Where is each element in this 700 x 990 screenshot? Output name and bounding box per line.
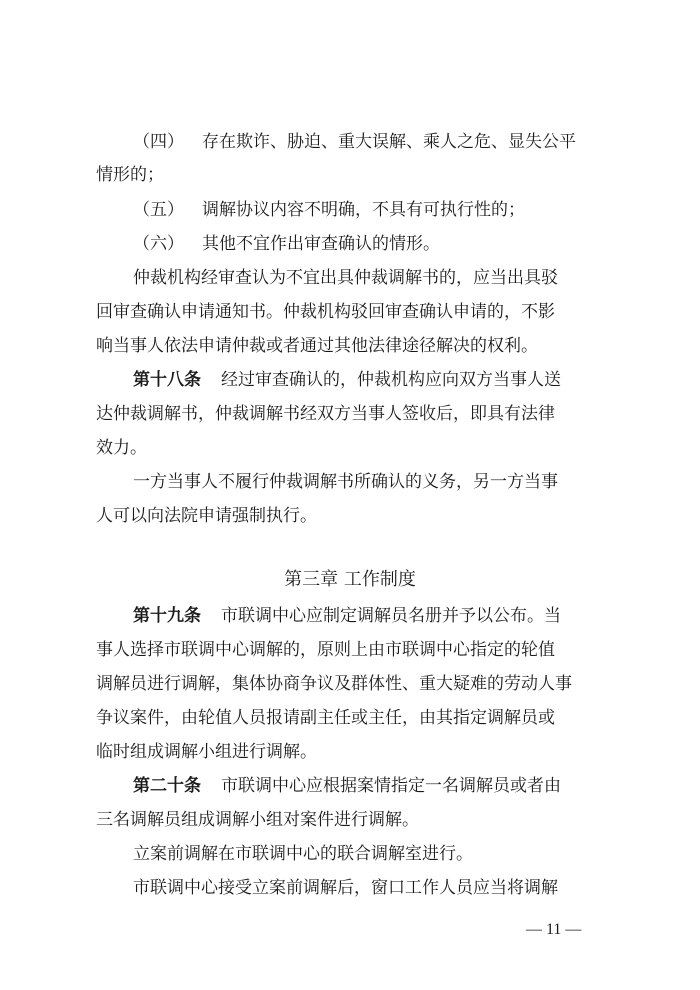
article-heading: 第二十条 xyxy=(133,776,201,796)
article-19-line-2: 事人选择市联调中心调解的，原则上由市联调中心指定的轮值 xyxy=(96,640,555,660)
clause-item-5 xyxy=(133,198,525,222)
chapter-title: 第三章 工作制度 xyxy=(284,569,416,590)
page-number: — 11 — xyxy=(526,921,582,938)
clause-marker: （四） xyxy=(133,132,184,152)
paragraph-reject-line-2: 回审查确认申请通知书。仲裁机构驳回审查确认申请的，不影 xyxy=(96,302,555,322)
clause-item-6 xyxy=(133,232,440,256)
article-18-line-3: 效力。 xyxy=(96,438,147,458)
article-19-line-5: 临时组成调解小组进行调解。 xyxy=(96,742,317,762)
article-text: 经过审查确认的，仲裁机构应向双方当事人送 xyxy=(221,370,561,390)
article-19-line-4: 争议案件，由轮值人员报请副主任或主任，由其指定调解员或 xyxy=(96,708,555,728)
clause-text: 其他不宜作出审查确认的情形。 xyxy=(202,234,440,254)
paragraph-enforce-line-1: 一方当事人不履行仲裁调解书所确认的义务，另一方当事 xyxy=(133,472,558,492)
clause-item-4-line-2: 情形的； xyxy=(96,165,164,185)
paragraph-enforce-line-2: 人可以向法院申请强制执行。 xyxy=(96,506,317,526)
paragraph-reject-line-1: 仲裁机构经审查认为不宜出具仲裁调解书的，应当出具驳 xyxy=(133,268,558,288)
clause-item-4-line-1 xyxy=(133,130,576,154)
clause-marker: （五） xyxy=(133,200,184,220)
clause-marker: （六） xyxy=(133,234,184,254)
article-text: 市联调中心应制定调解员名册并予以公布。当 xyxy=(221,606,561,626)
article-text: 市联调中心应根据案情指定一名调解员或者由 xyxy=(221,776,561,796)
article-20-line-2: 三名调解员组成调解小组对案件进行调解。 xyxy=(96,810,419,830)
article-20-line-1 xyxy=(133,774,561,798)
article-18-line-2: 达仲裁调解书，仲裁调解书经双方当事人签收后，即具有法律 xyxy=(96,404,555,424)
article-19-line-1 xyxy=(133,604,561,628)
article-heading: 第十八条 xyxy=(133,370,201,390)
paragraph-reject-line-3: 响当事人依法申请仲裁或者通过其他法律途径解决的权利。 xyxy=(96,336,538,356)
article-19-line-3: 调解员进行调解，集体协商争议及群体性、重大疑难的劳动人事 xyxy=(96,674,572,694)
article-18-line-1 xyxy=(133,368,561,392)
clause-text: 存在欺诈、胁迫、重大误解、乘人之危、显失公平 xyxy=(202,132,576,152)
paragraph-room-line-1: 立案前调解在市联调中心的联合调解室进行。 xyxy=(133,844,473,864)
article-heading: 第十九条 xyxy=(133,606,201,626)
clause-text: 调解协议内容不明确，不具有可执行性的； xyxy=(202,200,525,220)
paragraph-window-line-1: 市联调中心接受立案前调解后，窗口工作人员应当将调解 xyxy=(133,878,558,898)
